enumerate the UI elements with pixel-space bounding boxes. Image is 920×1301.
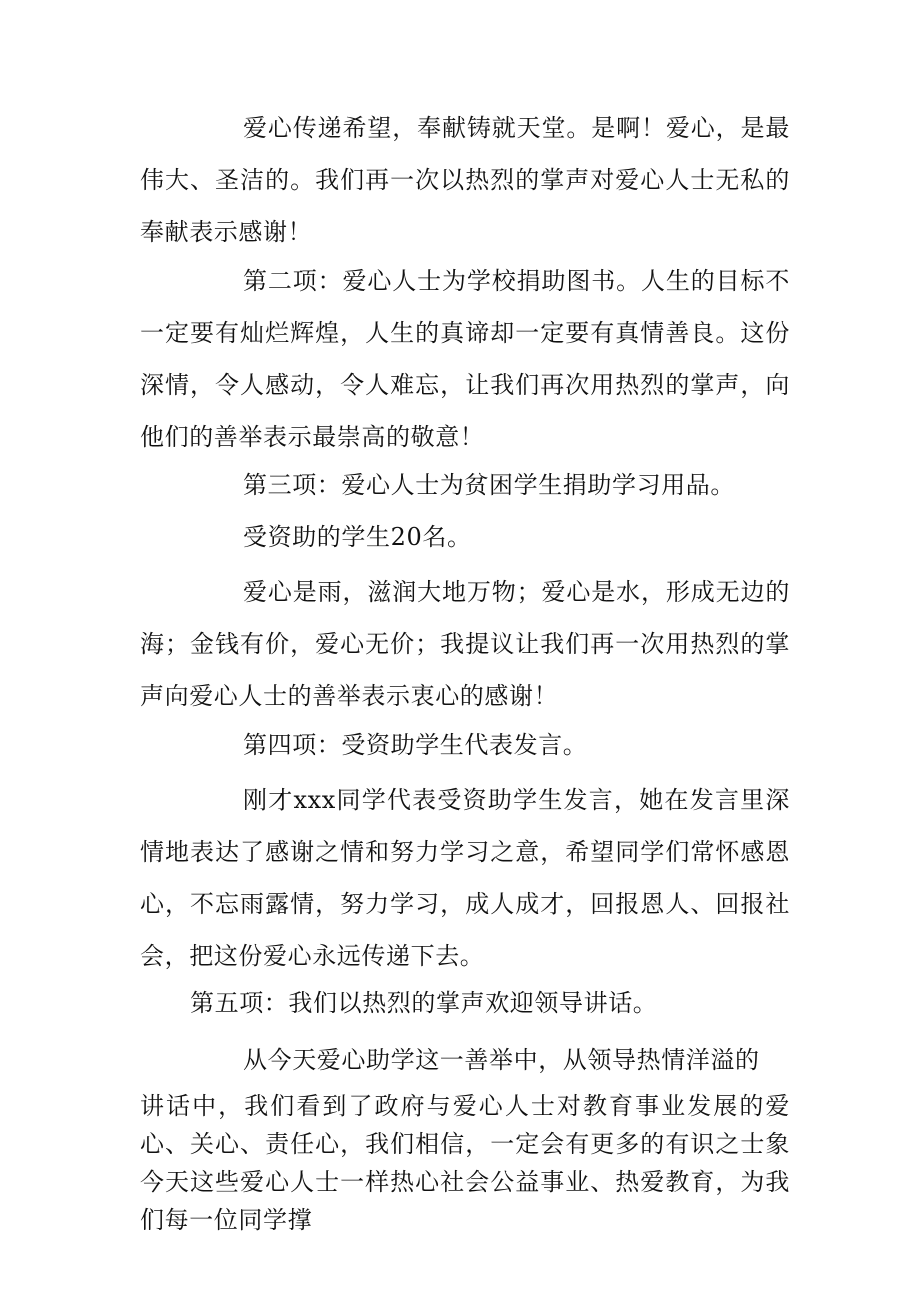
- paragraph-leader-speech: 讲话中，我们看到了政府与爱心人士对教育事业发展的爱心、关心、责任心，我们相信，一定会有更多的有识之士象今天这些爱心人士一样热心社会公益事业、热爱教育，为我们每一位同学撑: [140, 1092, 790, 1234]
- paragraph-student-count: 受资助的学生20名。: [243, 523, 472, 551]
- paragraph-love-rain: 爱心是雨，滋润大地万物；爱心是水，形成无边的海；金钱有价，爱心无价；我提议让我们再一次用热烈的掌声向爱心人士的善举表示衷心的感谢！: [140, 578, 790, 710]
- paragraph-item-five: 第五项：我们以热烈的掌声欢迎领导讲话。: [190, 989, 658, 1017]
- paragraph-item-four: 第四项：受资助学生代表发言。: [243, 731, 588, 759]
- paragraph-item-three: 第三项：爱心人士为贫困学生捐助学习用品。: [243, 471, 735, 499]
- paragraph-leader-intro: 从今天爱心助学这一善举中，从领导热情洋溢的: [243, 1046, 760, 1074]
- paragraph-thanks: 爱心传递希望，奉献铸就天堂。是啊！爱心，是最伟大、圣洁的。我们再一次以热烈的掌声对爱心人士无私的奉献表示感谢！: [140, 114, 790, 246]
- paragraph-student-speech: 刚才xxx同学代表受资助学生发言，她在发言里深情地表达了感谢之情和努力学习之意，希望同学们常怀感恩心，不忘雨露情，努力学习，成人成才，回报恩人、回报社会，把这份爱心永远传递下去。: [140, 786, 790, 970]
- paragraph-item-two: 第二项：爱心人士为学校捐助图书。人生的目标不一定要有灿烂辉煌，人生的真谛却一定要有真情善良。这份深情，令人感动，令人难忘，让我们再次用热烈的掌声，向他们的善举表示最崇高的敬意！: [140, 267, 790, 451]
